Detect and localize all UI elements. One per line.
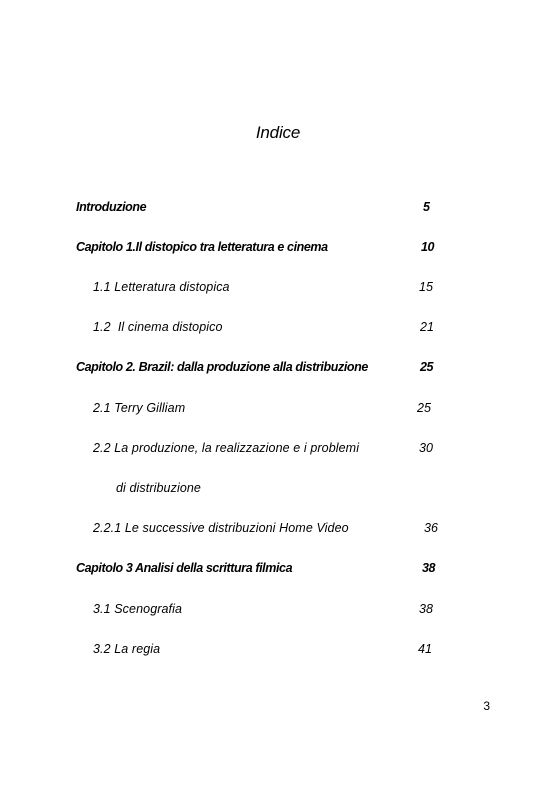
toc-entry-3-2[interactable] — [0, 642, 560, 662]
toc-entry-2-2-1[interactable] — [0, 521, 560, 541]
toc-entry-label: Capitolo 1.Il distopico tra letteratura e cinema — [76, 240, 328, 254]
toc-entry-label: Introduzione — [76, 200, 147, 214]
toc-entry-capitolo-1[interactable] — [0, 240, 560, 260]
toc-entry-label: Capitolo 3 Analisi della scrittura filmica — [76, 561, 293, 575]
toc-entry-capitolo-3[interactable] — [0, 561, 560, 581]
toc-entry-page: 10 — [421, 240, 435, 254]
page-number: 3 — [483, 699, 490, 713]
toc-entry-label: di distribuzione — [116, 481, 201, 495]
toc-entry-2-1[interactable] — [0, 401, 560, 421]
toc-entry-label: 2.2 La produzione, la realizzazione e i problemi — [93, 441, 360, 455]
page-title: Indice — [255, 123, 301, 142]
toc-entry-2-2[interactable] — [0, 441, 560, 461]
toc-entry-1-2[interactable] — [0, 320, 560, 340]
toc-entry-label: 3.2 La regia — [93, 642, 161, 656]
toc-entry-label: 3.1 Scenografia — [93, 602, 183, 616]
toc-entry-page: 21 — [420, 320, 435, 334]
toc-entry-page: 38 — [419, 602, 434, 616]
toc-entry-label: 1.2 Il cinema distopico — [93, 320, 223, 334]
toc-entry-2-2-continued[interactable] — [0, 481, 560, 501]
toc-entry-1-1[interactable] — [0, 280, 560, 300]
toc-entry-page: 25 — [420, 360, 434, 374]
toc-entry-page: 15 — [419, 280, 434, 294]
toc-entry-label: 2.1 Terry Gilliam — [93, 401, 186, 415]
toc-entry-page: 36 — [424, 521, 439, 535]
toc-entry-page: 5 — [423, 200, 430, 214]
toc-entry-page: 30 — [419, 441, 434, 455]
toc-entry-label: Capitolo 2. Brazil: dalla produzione alla distribuzione — [76, 360, 368, 374]
toc-entry-label: 2.2.1 Le successive distribuzioni Home Video — [93, 521, 349, 535]
toc-entry-introduzione[interactable] — [0, 200, 560, 220]
toc-entry-page: 38 — [422, 561, 436, 575]
toc-entry-page: 25 — [417, 401, 432, 415]
toc-entry-capitolo-2[interactable] — [0, 360, 560, 380]
toc-entry-3-1[interactable] — [0, 602, 560, 622]
toc-entry-page: 41 — [418, 642, 433, 656]
toc-entry-label: 1.1 Letteratura distopica — [93, 280, 230, 294]
